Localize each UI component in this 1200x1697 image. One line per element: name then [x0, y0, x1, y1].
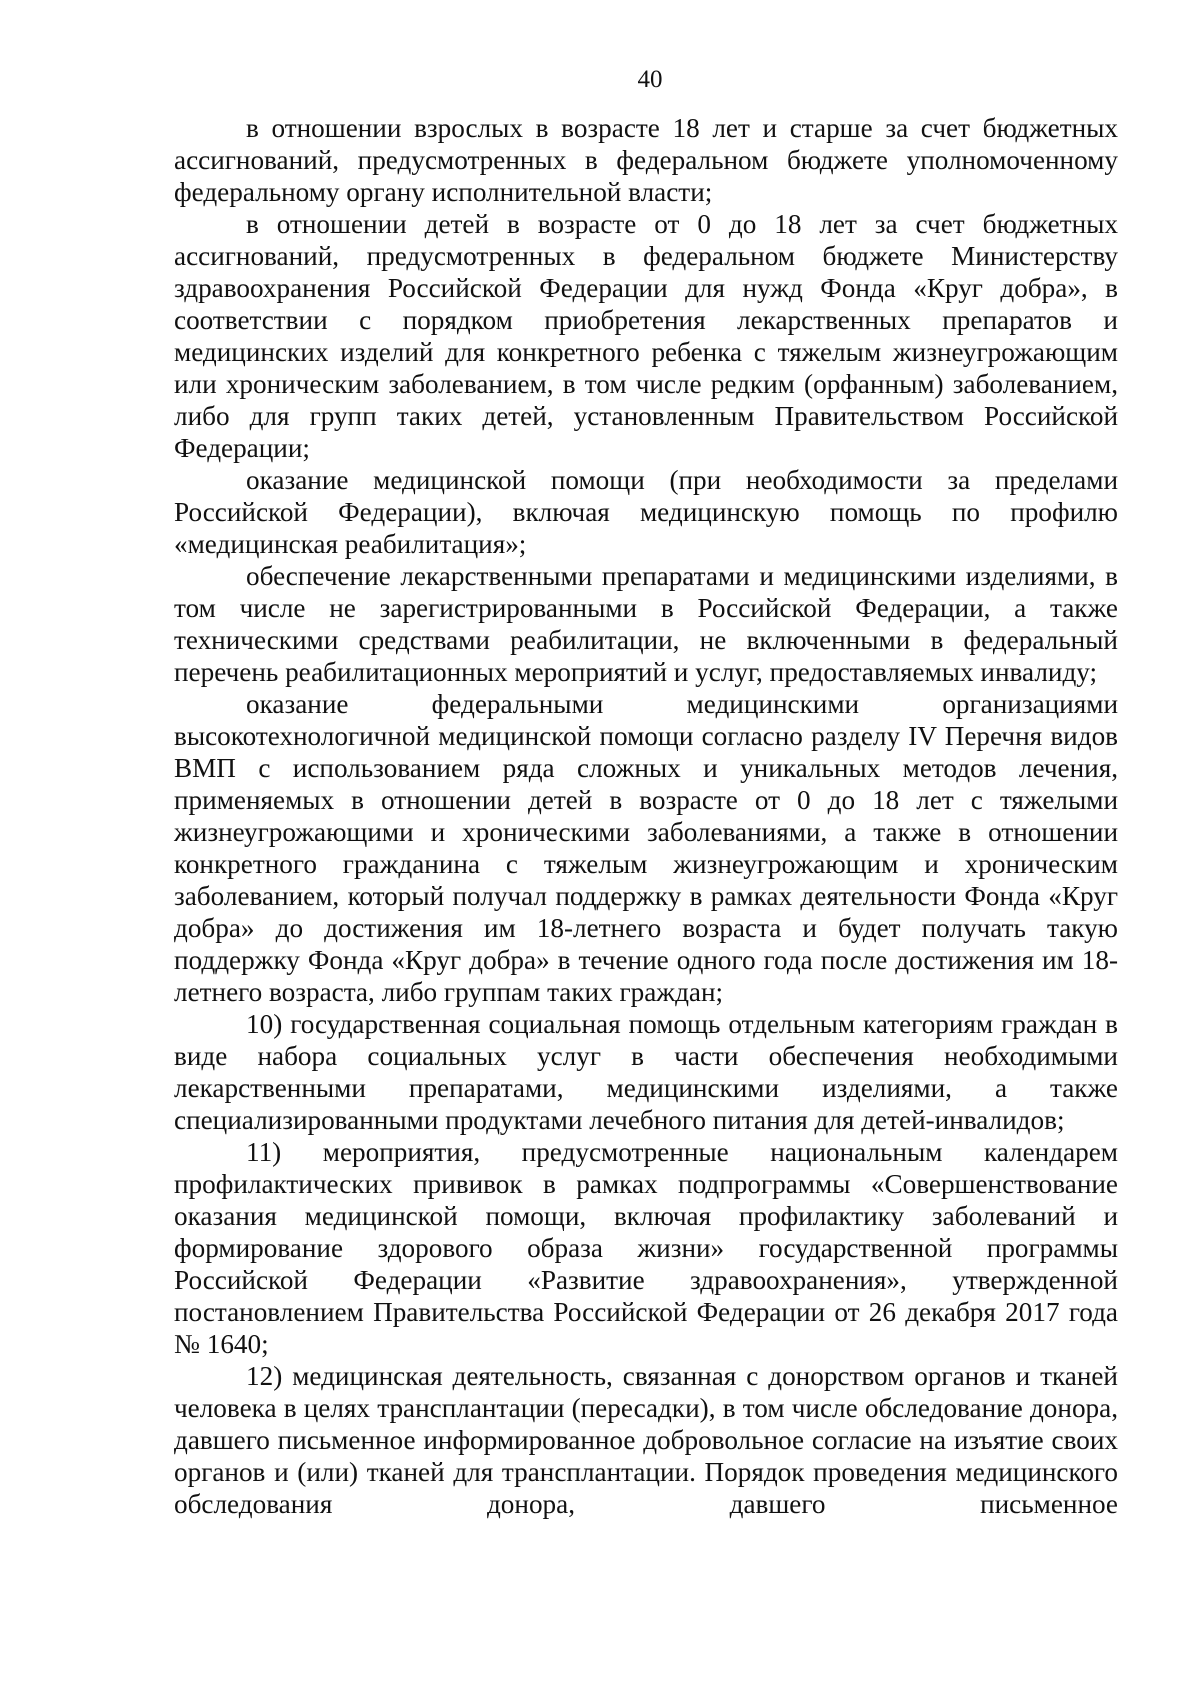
- paragraph-adults-funding: в отношении взрослых в возрасте 18 лет и старше за счет бюджетных ассигнований, предусмотренных в федеральном бюджете уполномоченному федеральному органу исполнительной власти;: [174, 113, 1118, 207]
- paragraph-drug-provision: обеспечение лекарственными препаратами и медицинскими изделиями, в том числе не зарегистрированными в Российской Федерации, а также техническими средствами реабилитации, не включенными в федеральный перечень реабилитационных мероприятий и услуг, предоставляемых инвалиду;: [174, 561, 1118, 687]
- paragraph-item-11: 11) мероприятия, предусмотренные национальным календарем профилактических прививок в рамках подпрограммы «Совершенствование оказания медицинской помощи, включая профилактику заболеваний и формирование здорового образа жизни» государственной программы Российской Федерации «Развитие здравоохранения», утвержденной постановлением Правительства Российской Федерации от 26 декабря 2017 года № 1640;: [174, 1137, 1118, 1359]
- paragraph-item-10: 10) государственная социальная помощь отдельным категориям граждан в виде набора социальных услуг в части обеспечения необходимыми лекарственными препаратами, медицинскими изделиями, а также специализированными продуктами лечебного питания для детей-инвалидов;: [174, 1009, 1118, 1135]
- paragraph-children-funding: в отношении детей в возрасте от 0 до 18 лет за счет бюджетных ассигнований, предусмотренных в федеральном бюджете Министерству здравоохранения Российской Федерации для нужд Фонда «Круг добра», в соответствии с порядком приобретения лекарственных препаратов и медицинских изделий для конкретного ребенка с тяжелым жизнеугрожающим или хроническим заболеванием, в том числе редким (орфанным) заболеванием, либо для групп таких детей, установленным Правительством Российской Федерации;: [174, 209, 1118, 463]
- paragraph-item-12: 12) медицинская деятельность, связанная с донорством органов и тканей человека в целях трансплантации (пересадки), в том числе обследование донора, давшего письменное информированное добровольное согласие на изъятие своих органов и (или) тканей для трансплантации. Порядок проведения медицинского обследования донора, давшего письменное: [174, 1361, 1118, 1519]
- page-number: 40: [637, 66, 663, 93]
- paragraph-medical-care: оказание медицинской помощи (при необходимости за пределами Российской Федерации), включая медицинскую помощь по профилю «медицинская реабилитация»;: [174, 465, 1118, 559]
- paragraph-high-tech-care: оказание федеральными медицинскими организациями высокотехнологичной медицинской помощи согласно разделу IV Перечня видов ВМП с использованием ряда сложных и уникальных методов лечения, применяемых в отношении детей в возрасте от 0 до 18 лет с тяжелыми жизнеугрожающими и хроническими заболеваниями, а также в отношении конкретного гражданина с тяжелым жизнеугрожающим и хроническим заболеванием, который получал поддержку в рамках деятельности Фонда «Круг добра» до достижения им 18-летнего возраста и будет получать такую поддержку Фонда «Круг добра» в течение одного года после достижения им 18-летнего возраста, либо группам таких граждан;: [174, 689, 1118, 1007]
- document-body: [174, 112, 1118, 1520]
